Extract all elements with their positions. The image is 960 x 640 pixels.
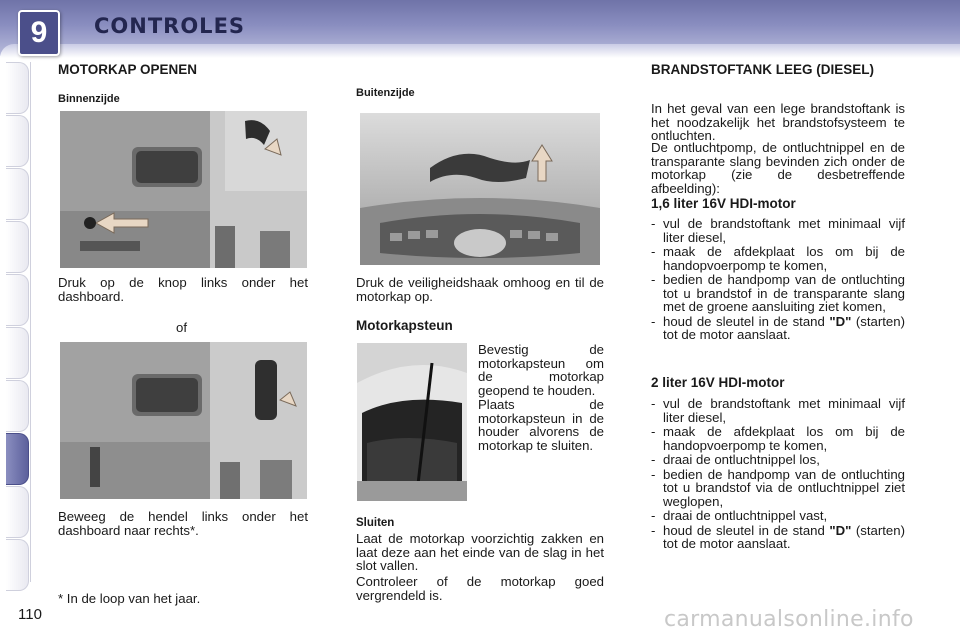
list-item: - houd de sleutel in de stand "D" (starten) tot de motor aanslaat. (651, 524, 905, 551)
list-1-6-liter (651, 217, 905, 343)
chapter-tab-active[interactable] (6, 433, 29, 485)
list-item: - houd de sleutel in de stand "D" (starten) tot de motor aanslaat. (651, 315, 905, 342)
chapter-number-badge: 9 (18, 10, 60, 56)
list-item: - bedien de handpomp van de ontluchting tot u brandstof via de ontluchtnippel ziet weglopen, (651, 468, 905, 509)
list-item: - bedien de handpomp van de ontluchting tot u brandstof in de transparante slang met de groene aansluiting ziet komen, (651, 273, 905, 314)
chapter-tab[interactable] (6, 62, 29, 114)
chapter-tab[interactable] (6, 327, 29, 379)
photo-motorkapsteun (357, 343, 467, 501)
photo-dashboard-knop (60, 111, 307, 268)
paragraph-veiligheidshaak: Druk de veiligheidshaak omhoog en til de motorkap op. (356, 275, 604, 304)
footnote: * In de loop van het jaar. (58, 591, 201, 606)
list-item: - maak de afdekplaat los om bij de handopvoerpomp te komen, (651, 425, 905, 452)
subheading-buitenzijde: Buitenzijde (356, 87, 415, 99)
text-of: of (176, 320, 187, 335)
subheading-binnenzijde: Binnenzijde (58, 93, 120, 105)
paragraph-druk-knop: Druk op de knop links onder het dashboard. (58, 275, 308, 304)
chapter-tab[interactable] (6, 486, 29, 538)
chapter-tab[interactable] (6, 168, 29, 220)
side-divider (30, 62, 31, 582)
list-item: - draai de ontluchtnippel los, (651, 453, 905, 467)
list-2-liter (651, 397, 905, 552)
page-number: 110 (18, 606, 42, 623)
list-item: - vul de brandstoftank met minimaal vijf liter diesel, (651, 217, 905, 244)
chapter-tab[interactable] (6, 380, 29, 432)
heading-2-liter: 2 liter 16V HDI-motor (651, 375, 785, 390)
paragraph-controleer: Controleer of de motorkap goed vergrendeld is. (356, 574, 604, 603)
heading-1-6-liter: 1,6 liter 16V HDI-motor (651, 196, 796, 211)
paragraph-plaats-steun: Plaats de motorkapsteun in de houder alvorens de motorkap te sluiten. (478, 397, 604, 453)
watermark: carmanualsonline.info (664, 607, 914, 632)
paragraph-beweeg-hendel: Beweeg de hendel links onder het dashboard naar rechts*. (58, 509, 308, 538)
paragraph-bevestig-steun: Bevestig de motorkapsteun om de motorkap geopend te houden. (478, 342, 604, 398)
paragraph-laat-zakken: Laat de motorkap voorzichtig zakken en laat deze aan het einde van de slag in het slot vallen. (356, 531, 604, 573)
list-item: - vul de brandstoftank met minimaal vijf liter diesel, (651, 397, 905, 424)
list-item: - draai de ontluchtnippel vast, (651, 509, 905, 523)
chapter-tab[interactable] (6, 274, 29, 326)
paragraph-ontluchtpomp: De ontluchtpomp, de ontluchtnippel en de transparante slang bevinden zich onder de motorkap (zie de desbetreffende afbeelding): (651, 140, 905, 196)
chapter-tab[interactable] (6, 221, 29, 273)
subheading-sluiten: Sluiten (356, 517, 395, 529)
chapter-tab[interactable] (6, 115, 29, 167)
section-heading-motorkapsteun: Motorkapsteun (356, 318, 453, 333)
photo-dashboard-hendel (60, 342, 307, 499)
paragraph-lege-tank: In het geval van een lege brandstoftank is het noodzakelijk het brandstofsysteem te ontluchten. (651, 101, 905, 143)
chapter-tab[interactable] (6, 539, 29, 591)
photo-veiligheidshaak (360, 113, 600, 265)
section-heading-brandstoftank: BRANDSTOFTANK LEEG (DIESEL) (651, 62, 875, 77)
header-sweep (0, 44, 960, 58)
section-heading: MOTORKAP OPENEN (58, 62, 198, 77)
list-item: - maak de afdekplaat los om bij de handopvoerpomp te komen, (651, 245, 905, 272)
chapter-title: CONTROLES (94, 14, 246, 38)
